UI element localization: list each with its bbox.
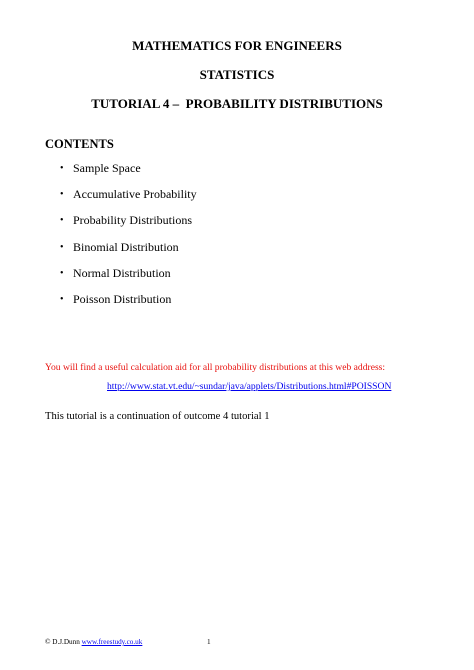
bullet-icon: •	[60, 294, 64, 306]
link-line	[107, 380, 391, 393]
list-item	[60, 266, 197, 282]
list-item-label: Probability Distributions	[73, 213, 193, 228]
contents-heading: CONTENTS	[45, 137, 114, 151]
document-subject: STATISTICS	[199, 67, 275, 82]
bullet-icon: •	[60, 162, 64, 174]
list-item-label: Sample Space	[73, 160, 141, 175]
list-item-label: Binomial Distribution	[73, 239, 179, 254]
distributions-applet-link[interactable]: http://www.stat.vt.edu/~sundar/java/applets/Distributions.html#POISSON	[107, 381, 392, 392]
document-title: MATHEMATICS FOR ENGINEERS	[132, 38, 342, 53]
list-item-label: Accumulative Probability	[73, 186, 197, 201]
bullet-icon: •	[60, 268, 64, 280]
footer-site-link[interactable]: www.freestudy.co.uk	[81, 638, 143, 646]
footer-author: © D.J.Dunn	[45, 638, 80, 646]
list-item	[60, 213, 197, 229]
list-item-label: Poisson Distribution	[73, 292, 172, 307]
bullet-icon: •	[60, 241, 64, 253]
contents-list	[60, 160, 197, 318]
list-item	[60, 239, 197, 255]
list-item	[60, 160, 197, 176]
footer	[45, 637, 142, 647]
tutorial-title: TUTORIAL 4 – PROBABILITY DISTRIBUTIONS	[91, 96, 383, 111]
page-number: 1	[207, 638, 211, 646]
list-item	[60, 292, 197, 308]
bullet-icon: •	[60, 215, 64, 227]
bullet-icon: •	[60, 188, 64, 200]
list-item	[60, 186, 197, 202]
continuation-text: This tutorial is a continuation of outcome 4 tutorial 1	[45, 411, 270, 422]
calculation-aid-note: You will find a useful calculation aid for all probability distributions at this web address:	[45, 362, 386, 373]
list-item-label: Normal Distribution	[73, 266, 171, 281]
